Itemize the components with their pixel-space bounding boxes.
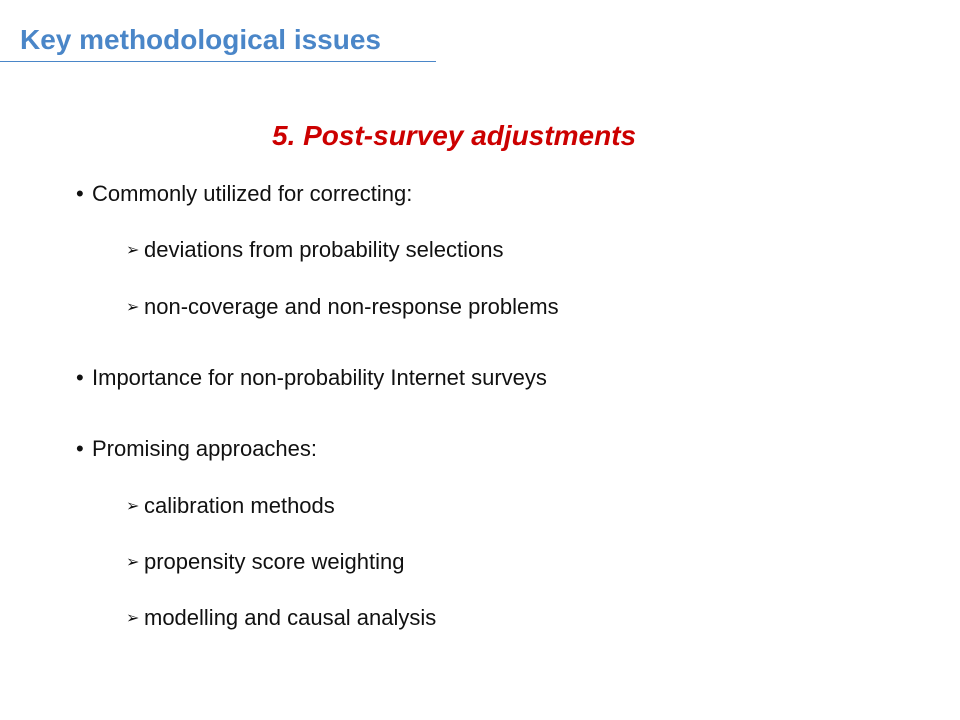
sub-bullet-text: propensity score weighting xyxy=(144,549,405,574)
sub-bullet-item xyxy=(126,293,559,322)
sub-bullet-item xyxy=(126,236,504,265)
sub-bullet-text: non-coverage and non-response problems xyxy=(144,294,559,319)
slide-subtitle: 5. Post-survey adjustments xyxy=(272,120,637,151)
sub-bullet-text: calibration methods xyxy=(144,493,335,518)
bullet-item xyxy=(76,435,317,463)
bullet-item xyxy=(76,364,547,392)
header-underline xyxy=(0,61,436,62)
bullet-dot-icon: • xyxy=(76,181,84,206)
bullet-text: Promising approaches: xyxy=(92,436,318,461)
sub-bullet-item xyxy=(126,604,436,633)
sub-bullet-text: modelling and causal analysis xyxy=(144,605,437,630)
bullet-dot-icon: • xyxy=(76,436,84,461)
arrowhead-bullet-icon: ➢ xyxy=(126,554,140,571)
arrowhead-bullet-icon: ➢ xyxy=(126,242,140,259)
sub-bullet-item xyxy=(126,492,335,521)
bullet-dot-icon: • xyxy=(76,365,84,390)
bullet-text: Commonly utilized for correcting: xyxy=(92,181,413,206)
arrowhead-bullet-icon: ➢ xyxy=(126,610,140,627)
header-title: Key methodological issues xyxy=(20,24,381,55)
bullet-text: Importance for non-probability Internet surveys xyxy=(92,365,547,390)
bullet-item xyxy=(76,180,412,208)
arrowhead-bullet-icon: ➢ xyxy=(126,299,140,316)
sub-bullet-item xyxy=(126,548,404,577)
arrowhead-bullet-icon: ➢ xyxy=(126,498,140,515)
sub-bullet-text: deviations from probability selections xyxy=(144,237,504,262)
